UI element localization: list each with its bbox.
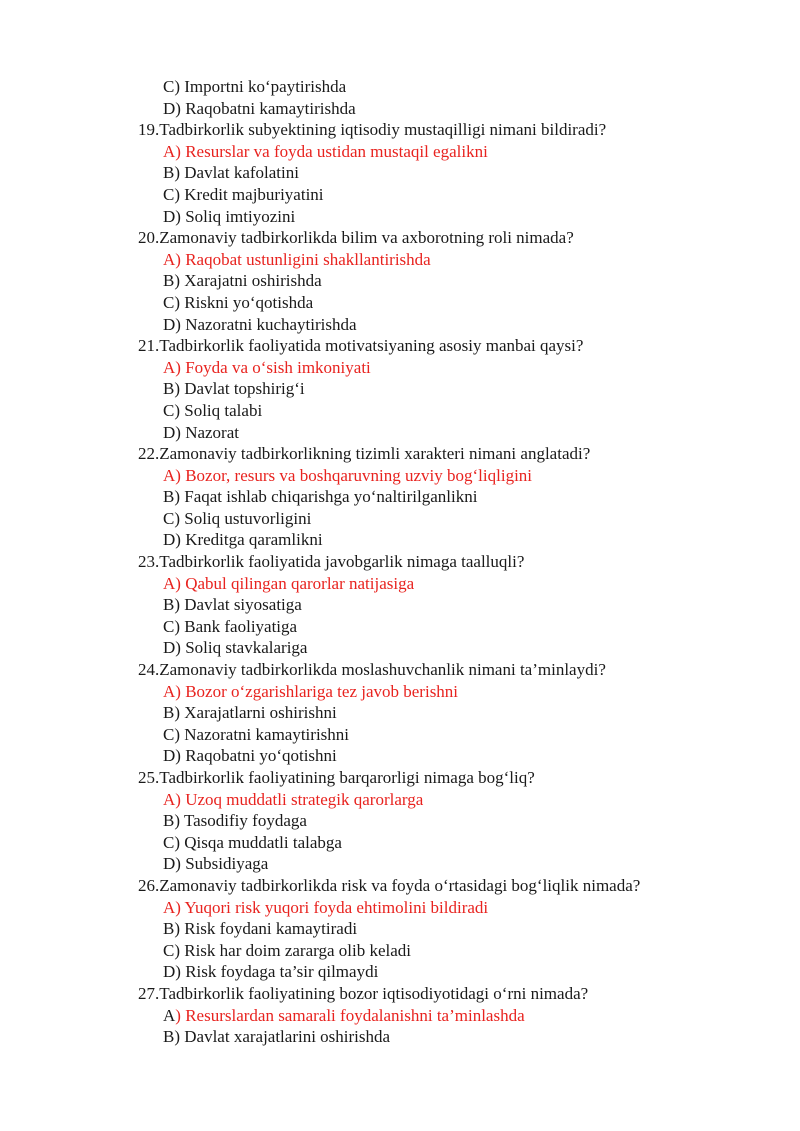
answer-option (0, 745, 800, 767)
question-number: 27. (138, 983, 160, 1003)
answer-option (0, 724, 800, 746)
answer-option (0, 940, 800, 962)
option-text: B) Davlat topshirig‘i (163, 379, 305, 399)
question-line (0, 335, 800, 357)
correct-answer-option (0, 465, 800, 487)
answer-option (0, 832, 800, 854)
answer-option (0, 378, 800, 400)
question-text: Tadbirkorlik faoliyatida javobgarlik nimaga taalluqli? (159, 552, 525, 572)
correct-answer-option (0, 681, 800, 703)
option-text: A) Foyda va o‘sish imkoniyati (163, 357, 371, 377)
correct-answer-option (0, 897, 800, 919)
option-text: D) Kreditga qaramlikni (163, 530, 323, 550)
option-text: C) Qisqa muddatli talabga (163, 832, 342, 852)
answer-option (0, 616, 800, 638)
option-text: D) Soliq stavkalariga (163, 638, 308, 658)
quiz-document (0, 76, 800, 1048)
option-text: B) Xarajatlarni oshirishni (163, 703, 337, 723)
question-text: Zamonaviy tadbirkorlikda risk va foyda o‘rtasidagi bog‘liqlik nimada? (159, 875, 641, 895)
option-text: C) Risk har doim zararga olib keladi (163, 940, 412, 960)
option-text: D) Risk foydaga ta’sir qilmaydi (163, 962, 379, 982)
answer-option (0, 810, 800, 832)
question-number: 21. (138, 336, 160, 356)
question-text: Tadbirkorlik subyektining iqtisodiy mustaqilligi nimani bildiradi? (159, 120, 607, 140)
question-line (0, 443, 800, 465)
answer-option (0, 918, 800, 940)
question-line (0, 659, 800, 681)
question-number: 24. (138, 660, 160, 680)
question-number: 20. (138, 228, 160, 248)
option-text: C) Kredit majburiyatini (163, 184, 324, 204)
answer-option (0, 594, 800, 616)
answer-option (0, 270, 800, 292)
option-text: D) Raqobatni yo‘qotishni (163, 746, 337, 766)
option-text: C) Soliq talabi (163, 400, 263, 420)
question-line (0, 875, 800, 897)
answer-option (0, 206, 800, 228)
answer-option (0, 637, 800, 659)
option-text: ) Resurslardan samarali foydalanishni ta’minlashda (175, 1005, 525, 1025)
option-text: B) Faqat ishlab chiqarishga yo‘naltirilganlikni (163, 487, 478, 507)
correct-answer-option (0, 141, 800, 163)
answer-option (0, 529, 800, 551)
option-text: A) Qabul qilingan qarorlar natijasiga (163, 573, 415, 593)
question-number: 25. (138, 768, 160, 787)
question-line (0, 119, 800, 141)
option-text: D) Nazorat (163, 422, 239, 442)
answer-option (0, 400, 800, 422)
answer-option (0, 162, 800, 184)
answer-option (0, 702, 800, 724)
question-number: 23. (138, 552, 160, 572)
question-text: Zamonaviy tadbirkorlikda bilim va axborotning roli nimada? (159, 228, 574, 248)
answer-option (0, 486, 800, 508)
question-line (0, 551, 800, 573)
option-letter: A (163, 1005, 176, 1025)
answer-option (0, 508, 800, 530)
question-text: Tadbirkorlik faoliyatida motivatsiyaning asosiy manbai qaysi? (159, 336, 584, 356)
correct-answer-option (0, 789, 800, 811)
option-text: C) Soliq ustuvorligini (163, 508, 312, 528)
question-line (0, 767, 800, 789)
question-text: Zamonaviy tadbirkorlikning tizimli xarakteri nimani anglatadi? (159, 444, 591, 464)
option-text: D) Raqobatni kamaytirishda (163, 98, 356, 118)
option-text: B) Davlat kafolatini (163, 163, 299, 183)
option-text: B) Tasodifiy foydaga (163, 811, 307, 831)
option-text: B) Risk foydani kamaytiradi (163, 919, 358, 939)
answer-option (0, 292, 800, 314)
question-text: Zamonaviy tadbirkorlikda moslashuvchanlik nimani ta’minlaydi? (159, 660, 606, 680)
correct-answer-option (0, 249, 800, 271)
answer-option (0, 961, 800, 983)
question-text: Tadbirkorlik faoliyatining barqarorligi nimaga bog‘liq? (159, 768, 535, 787)
option-text: A) Yuqori risk yuqori foyda ehtimolini bildiradi (163, 897, 489, 917)
option-text: D) Nazoratni kuchaytirishda (163, 314, 357, 334)
option-text: A) Uzoq muddatli strategik qarorlarga (163, 789, 424, 809)
option-text: A) Bozor, resurs va boshqaruvning uzviy bog‘liqligini (163, 465, 533, 485)
question-number: 22. (138, 444, 160, 464)
option-text: D) Subsidiyaga (163, 854, 269, 874)
question-number: 19. (138, 120, 160, 140)
question-number: 26. (138, 875, 160, 895)
answer-option (0, 1026, 800, 1048)
option-text: B) Xarajatni oshirishda (163, 271, 322, 291)
correct-answer-option (0, 357, 800, 379)
answer-option (0, 76, 800, 98)
option-text: C) Importni ko‘paytirishda (163, 77, 347, 96)
option-text: C) Nazoratni kamaytirishni (163, 724, 350, 744)
option-text: B) Davlat siyosatiga (163, 595, 302, 615)
answer-option (0, 853, 800, 875)
option-text: B) Davlat xarajatlarini oshirishda (163, 1027, 391, 1047)
option-text: A) Bozor o‘zgarishlariga tez javob berishni (163, 681, 459, 701)
answer-option (0, 98, 800, 120)
correct-answer-option (0, 1005, 800, 1027)
option-text: A) Raqobat ustunligini shakllantirishda (163, 249, 431, 269)
option-text: A) Resurslar va foyda ustidan mustaqil egalikni (163, 141, 488, 161)
correct-answer-option (0, 573, 800, 595)
answer-option (0, 314, 800, 336)
question-line (0, 227, 800, 249)
answer-option (0, 422, 800, 444)
option-text: C) Riskni yo‘qotishda (163, 292, 314, 312)
question-text: Tadbirkorlik faoliyatining bozor iqtisodiyotidagi o‘rni nimada? (159, 983, 589, 1003)
option-text: C) Bank faoliyatiga (163, 616, 298, 636)
option-text: D) Soliq imtiyozini (163, 206, 296, 226)
question-line (0, 983, 800, 1005)
answer-option (0, 184, 800, 206)
